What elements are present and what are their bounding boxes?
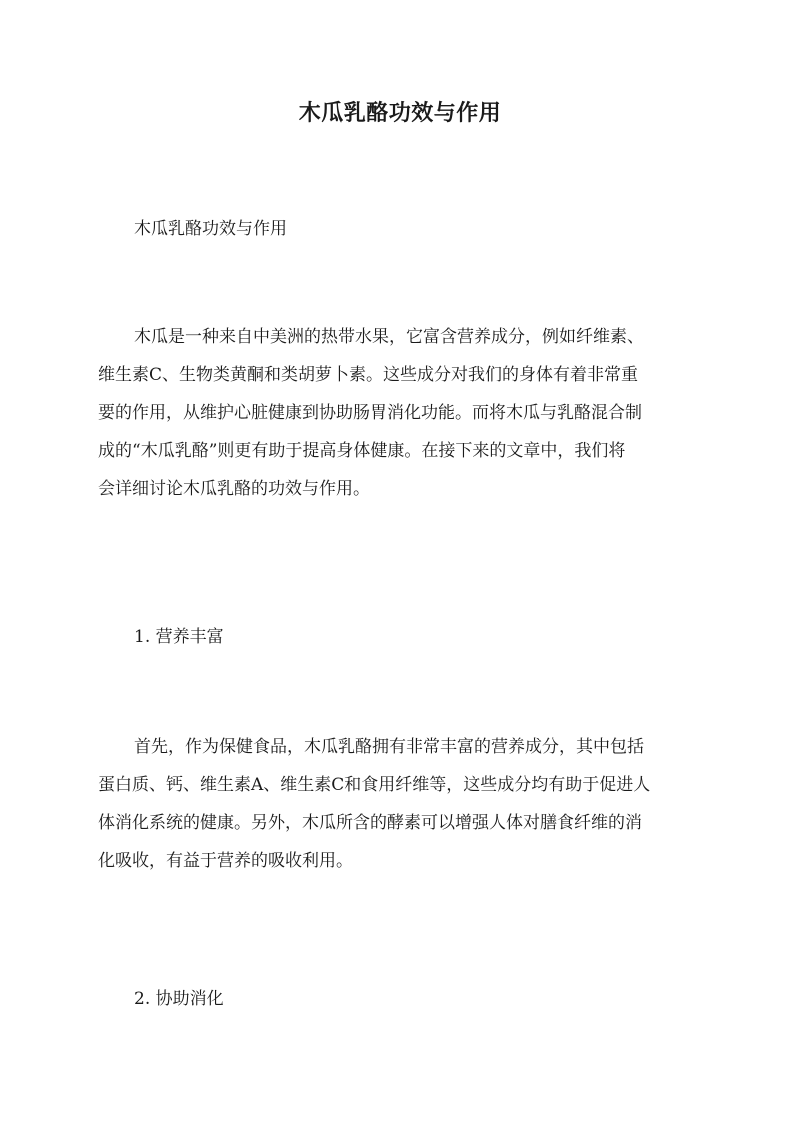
intro-line: 会详细讨论木瓜乳酪的功效与作用。 xyxy=(98,479,370,499)
section1-line: 化吸收，有益于营养的吸收利用。 xyxy=(98,851,353,871)
section1-line: 体消化系统的健康。另外，木瓜所含的酵素可以增强人体对膳食纤维的消 xyxy=(98,813,642,833)
section1-paragraph xyxy=(98,728,704,880)
intro-paragraph xyxy=(98,318,704,508)
section-heading-1: 1. 营养丰富 xyxy=(134,627,224,647)
page-title: 木瓜乳酪功效与作用 xyxy=(298,100,502,126)
section1-line: 蛋白质、钙、维生素A、维生素C和食用纤维等，这些成分均有助于促进人 xyxy=(98,775,651,795)
intro-line: 木瓜是一种来自中美洲的热带水果，它富含营养成分，例如纤维素、 xyxy=(134,327,644,347)
section1-line: 首先，作为保健食品，木瓜乳酪拥有非常丰富的营养成分，其中包括 xyxy=(134,737,644,757)
section-heading-2: 2. 协助消化 xyxy=(134,989,224,1009)
intro-line: 要的作用，从维护心脏健康到协助肠胃消化功能。而将木瓜与乳酪混合制 xyxy=(98,403,642,423)
subtitle: 木瓜乳酪功效与作用 xyxy=(134,219,287,239)
intro-line: 维生素C、生物类黄酮和类胡萝卜素。这些成分对我们的身体有着非常重 xyxy=(98,365,639,385)
intro-line: 成的“木瓜乳酪”则更有助于提高身体健康。在接下来的文章中，我们将 xyxy=(98,441,626,461)
